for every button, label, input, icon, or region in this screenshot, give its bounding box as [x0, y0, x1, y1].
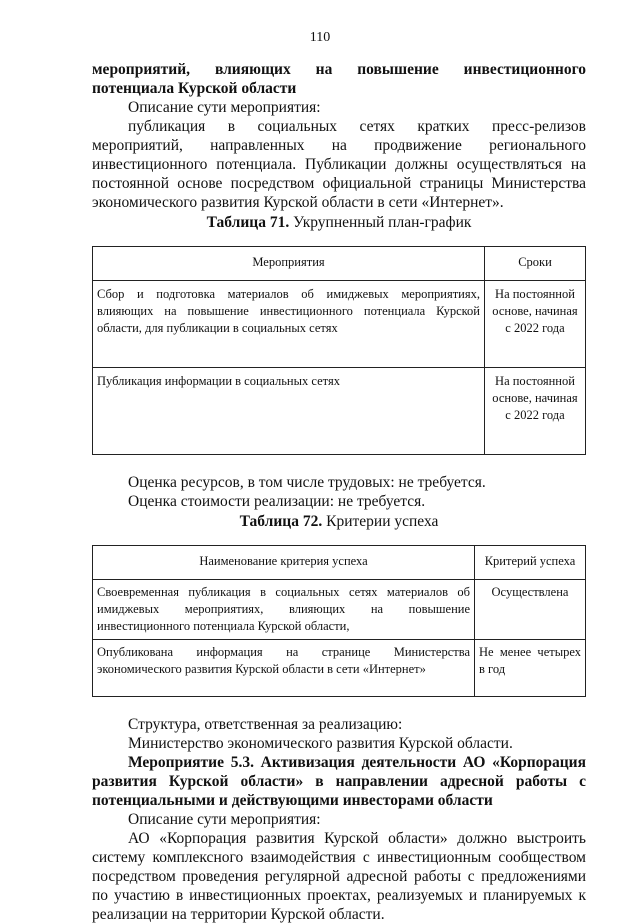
- criterion-value-cell: Осуществлена: [475, 580, 586, 640]
- section-heading-1: мероприятий, влияющих на повышение инвестиционного потенциала Курской области: [92, 61, 586, 97]
- schedule-table: [92, 246, 586, 455]
- table-72-title: Критерии успеха: [326, 513, 439, 530]
- spacer: [92, 697, 586, 715]
- criterion-cell: Своевременная публикация в социальных сетях материалов об имиджевых мероприятиях, влияющих на повышение инвестиционного потенциала Курской области,: [93, 580, 475, 640]
- header-events: Мероприятия: [93, 247, 485, 281]
- criterion-cell: Опубликована информация на странице Министерства экономического развития Курской области в сети «Интернет»: [93, 640, 475, 697]
- table-71-label: Таблица 71.: [206, 214, 290, 231]
- responsible-label: Структура, ответственная за реализацию:: [128, 716, 403, 733]
- spacer: [92, 455, 586, 473]
- section-heading-2: Мероприятие 5.3. Активизация деятельности АО «Корпорация развития Курской области» в направлении адресной работы с потенциальными и действующими инвесторами области: [92, 754, 586, 809]
- document-body: [92, 60, 586, 924]
- header-criterion-name: Наименование критерия успеха: [93, 546, 475, 580]
- table-header-row: [93, 546, 586, 580]
- description-text-1: публикация в социальных сетях кратких пресс-релизов мероприятий, направленных на продвижение регионального инвестиционного потенциала. Публикации должны осуществляться на постоянной основе посредством официальной страницы Министерства экономического развития Курской области в сети «Интернет».: [92, 118, 586, 211]
- description-label-2: Описание сути мероприятия:: [128, 811, 321, 828]
- success-criteria-table: [92, 545, 586, 697]
- header-criterion-value: Критерий успеха: [475, 546, 586, 580]
- event-cell: Сбор и подготовка материалов об имиджевых мероприятиях, влияющих на повышение инвестиционного потенциала Курской области, для публикации в социальных сетях: [93, 281, 485, 368]
- resources-estimate: Оценка ресурсов, в том числе трудовых: не требуется.: [128, 474, 486, 491]
- table-71-caption: [92, 213, 586, 232]
- responsible-value: Министерство экономического развития Курской области.: [128, 735, 513, 752]
- table-row: [93, 580, 586, 640]
- term-cell: На постоянной основе, начиная с 2022 года: [485, 281, 586, 368]
- description-text-2: АО «Корпорация развития Курской области» должно выстроить систему комплексного взаимодействия с инвестиционным сообществом посредством проведения регулярной адресной работы с предложениями по участию в инвестиционных проектах, реализуемых и планируемых к реализации на территории Курской области.: [92, 830, 586, 923]
- event-cell: Публикация информации в социальных сетях: [93, 368, 485, 455]
- description-label-1: Описание сути мероприятия:: [128, 99, 321, 116]
- cost-estimate: Оценка стоимости реализации: не требуется.: [128, 493, 426, 510]
- term-cell: На постоянной основе, начиная с 2022 года: [485, 368, 586, 455]
- table-row: [93, 368, 586, 455]
- header-terms: Сроки: [485, 247, 586, 281]
- table-72-caption: [92, 512, 586, 531]
- table-row: [93, 640, 586, 697]
- criterion-value-cell: Не менее четырех в год: [475, 640, 586, 697]
- page-number: 110: [309, 30, 331, 45]
- table-row: [93, 281, 586, 368]
- table-72-label: Таблица 72.: [239, 513, 323, 530]
- table-71-title: Укрупненный план-график: [293, 214, 472, 231]
- table-header-row: [93, 247, 586, 281]
